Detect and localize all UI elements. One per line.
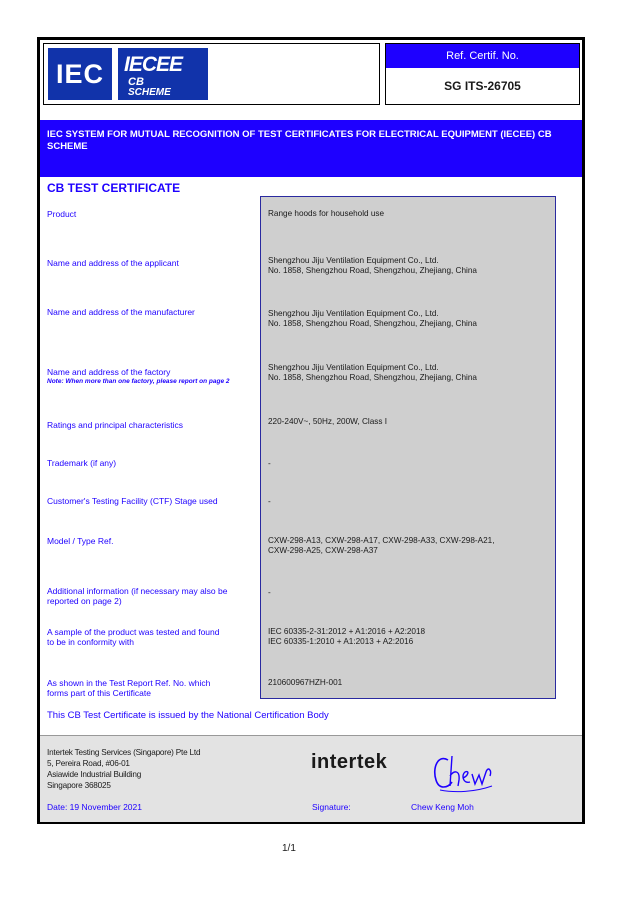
system-banner: IEC SYSTEM FOR MUTUAL RECOGNITION OF TEST CERTIFICATES FOR ELECTRICAL EQUIPMENT (IECEE) CB SCHEME — [40, 120, 582, 177]
issuer-footer — [40, 735, 582, 822]
model-list-line-1: CXW-298-A13, CXW-298-A17, CXW-298-A33, CXW-298-A21, — [268, 536, 495, 545]
issue-date: Date: 19 November 2021 — [47, 802, 142, 812]
sample-conformity-label-line-2: to be in conformity with — [47, 637, 134, 647]
additional-info-label — [47, 586, 257, 606]
standard-1: IEC 60335-2-31:2012 + A1:2016 + A2:2018 — [268, 627, 426, 636]
ref-value: SG ITS-26705 — [444, 79, 521, 93]
applicant-name: Shengzhou Jiju Ventilation Equipment Co., Ltd. — [268, 256, 439, 265]
ref-label: Ref. Certif. No. — [386, 44, 579, 68]
ctf-value: - — [268, 497, 271, 506]
standard-2: IEC 60335-1:2010 + A1:2013 + A2:2016 — [268, 637, 414, 646]
product-label: Product — [47, 209, 77, 219]
manufacturer-value — [268, 309, 553, 329]
sample-conformity-label — [47, 627, 257, 647]
sample-conformity-label-line-1: A sample of the product was tested and found — [47, 627, 220, 637]
test-report-label-line-1: As shown in the Test Report Ref. No. which — [47, 678, 211, 688]
test-report-label-line-2: forms part of this Certificate — [47, 688, 151, 698]
product-value: Range hoods for household use — [268, 209, 385, 218]
certificate-title: CB TEST CERTIFICATE — [47, 181, 181, 195]
iecee-cb-scheme-logo — [118, 48, 208, 100]
model-label: Model / Type Ref. — [47, 536, 114, 546]
test-report-value: 210600967HZH-001 — [268, 678, 343, 687]
applicant-value — [268, 256, 553, 276]
scheme-logo-text: SCHEME — [128, 87, 171, 98]
manufacturer-address: No. 1858, Shengzhou Road, Shengzhou, Zhejiang, China — [268, 319, 477, 328]
trademark-label: Trademark (if any) — [47, 458, 117, 468]
factory-address: No. 1858, Shengzhou Road, Shengzhou, Zhejiang, China — [268, 373, 477, 382]
intertek-logo: intertek — [311, 751, 388, 773]
iecee-logo-text: IECEE — [124, 53, 183, 76]
factory-label — [47, 367, 257, 387]
model-value — [268, 536, 553, 556]
ratings-value: 220-240V~, 50Hz, 200W, Class I — [268, 417, 388, 426]
factory-label-text: Name and address of the factory — [47, 367, 171, 377]
certificate-header — [40, 40, 582, 108]
cb-logo-text: CB — [128, 76, 144, 88]
factory-note: Note: When more than one factory, please report on page 2 — [47, 378, 230, 385]
logo-area — [43, 43, 380, 105]
manufacturer-label: Name and address of the manufacturer — [47, 307, 195, 317]
iec-logo: IEC — [48, 48, 112, 100]
page-number: 1/1 — [282, 843, 296, 854]
issued-by-statement: This CB Test Certificate is issued by the National Certification Body — [47, 710, 329, 721]
model-list-line-2: CXW-298-A25, CXW-298-A37 — [268, 546, 378, 555]
factory-name: Shengzhou Jiju Ventilation Equipment Co., Ltd. — [268, 363, 439, 372]
signatory-name: Chew Keng Moh — [411, 802, 474, 812]
manufacturer-name: Shengzhou Jiju Ventilation Equipment Co., Ltd. — [268, 309, 439, 318]
additional-info-label-line-2: reported on page 2) — [47, 596, 122, 606]
handwritten-signature — [430, 746, 500, 796]
issuer-address-line-4: Singapore 368025 — [47, 781, 111, 790]
standards-value — [268, 627, 553, 647]
ratings-label: Ratings and principal characteristics — [47, 420, 184, 430]
additional-info-value: - — [268, 588, 271, 597]
issuer-address-line-2: 5, Pereira Road, #06-01 — [47, 759, 130, 768]
issuer-address — [47, 747, 200, 791]
trademark-value: - — [268, 459, 271, 468]
additional-info-label-line-1: Additional information (if necessary may also be — [47, 586, 228, 596]
reference-box — [385, 43, 580, 105]
issuer-address-line-1: Intertek Testing Services (Singapore) Pte Ltd — [47, 748, 201, 757]
signature-label: Signature: — [312, 802, 351, 812]
factory-value — [268, 363, 553, 383]
applicant-address: No. 1858, Shengzhou Road, Shengzhou, Zhejiang, China — [268, 266, 477, 275]
issuer-address-line-3: Asiawide Industrial Building — [47, 770, 142, 779]
test-report-label — [47, 678, 257, 698]
ctf-label: Customer's Testing Facility (CTF) Stage used — [47, 496, 218, 506]
applicant-label: Name and address of the applicant — [47, 258, 179, 268]
